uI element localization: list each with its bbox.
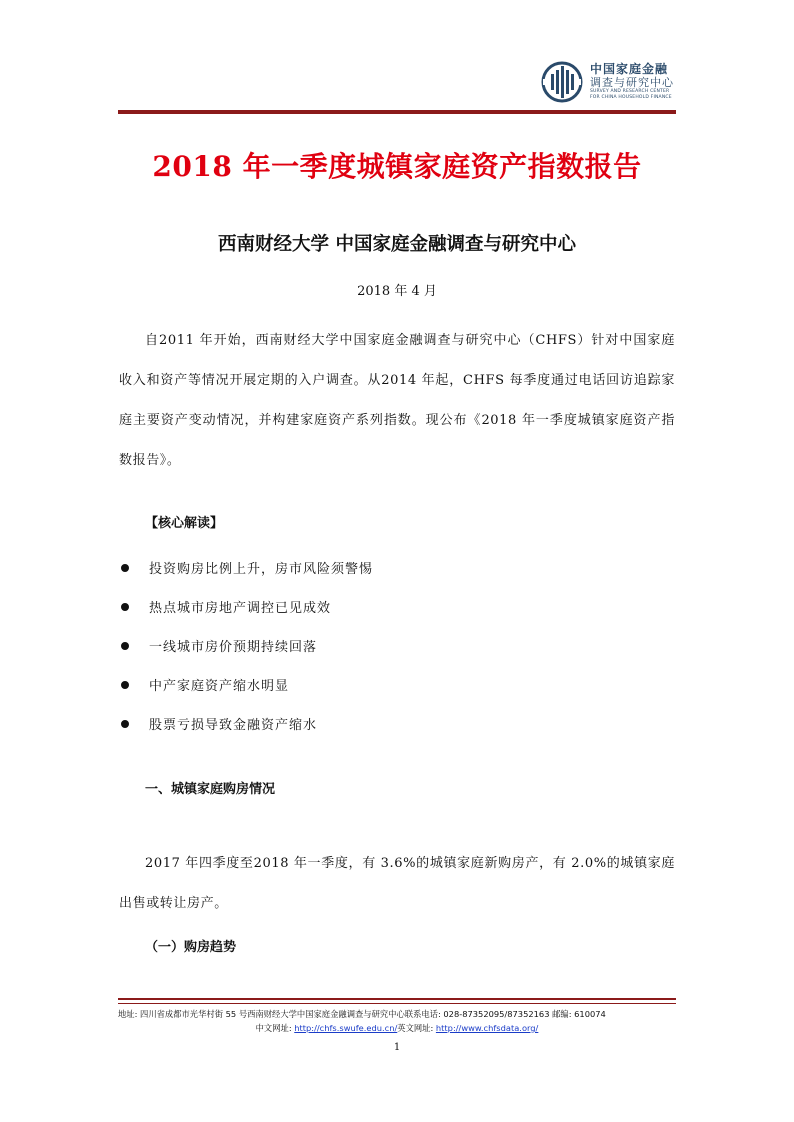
bullet-icon [121,642,129,650]
intro-paragraph: 自2011 年开始，西南财经大学中国家庭金融调查与研究中心（CHFS）针对中国家庭收入和资产等情况开展定期的入户调查。从2014 年起，CHFS 每季度通过电话回访追踪家庭主要资产变动情况，并构建家庭资产系列指数。现公布《2018 年一季度城镇家庭资产指数报告》。 [119,333,675,468]
report-author: 西南财经大学 中国家庭金融调查与研究中心 [218,234,576,255]
logo-cn-line1: 中国家庭金融 [590,62,669,76]
list-item-text: 热点城市房地产调控已见成效 [149,601,332,616]
logo-cn-line2: 调查与研究中心 [590,76,674,89]
list-item-text: 股票亏损导致金融资产缩水 [149,718,318,733]
list-item-text: 一线城市房价预期持续回落 [149,640,318,655]
section-paragraph: 2017 年四季度至2018 年一季度，有 3.6%的城镇家庭新购房产，有 2.0%的城镇家庭出售或转让房产。 [119,856,675,911]
subsection-heading: （一）购房趋势 [145,940,237,955]
footer-divider [118,998,676,1000]
section-heading: 一、城镇家庭购房情况 [145,782,276,797]
core-list [119,548,679,743]
bullet-icon [121,603,129,611]
core-heading: 【核心解读】 [145,516,224,531]
list-item-text: 投资购房比例上升，房市风险须警惕 [149,562,374,577]
en-site-label: 英文网址: [397,1023,436,1033]
en-site-link[interactable]: http://www.chfsdata.org/ [435,1023,539,1033]
report-title: 2018 年一季度城镇家庭资产指数报告 [152,150,642,183]
cn-site-label: 中文网址: [255,1023,295,1033]
list-item-text: 中产家庭资产缩水明显 [149,679,290,694]
list-item [119,626,679,665]
footer-websites [0,1022,794,1034]
bullet-icon [121,681,129,689]
list-item [119,587,679,626]
list-item [119,704,679,743]
report-date: 2018 年 4 月 [357,284,437,299]
list-item [119,665,679,704]
bullet-icon [121,564,129,572]
logo-en-line1: SURVEY AND RESEARCH CENTER [590,89,670,94]
page-number: 1 [393,1042,401,1053]
footer-address: 地址: 四川省成都市光华村街 55 号西南财经大学中国家庭金融调查与研究中心联系电话: 028-87352095/87352163 邮编: 610074 [118,1009,606,1019]
list-item [119,548,679,587]
logo-emblem-icon [540,60,584,104]
bullet-icon [121,720,129,728]
logo-en-line2: FOR CHINA HOUSEHOLD FINANCE [590,95,672,100]
header-divider [118,110,676,114]
logo-text [590,62,700,101]
cn-site-link[interactable]: http://chfs.swufe.edu.cn/ [294,1023,398,1033]
footer-divider-thin [118,1003,676,1004]
center-logo [540,60,690,106]
